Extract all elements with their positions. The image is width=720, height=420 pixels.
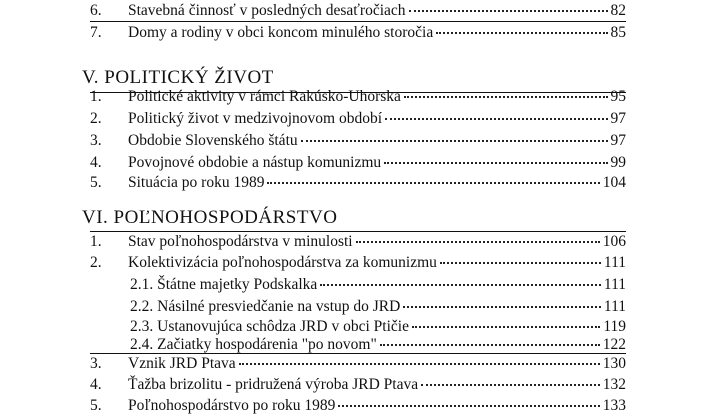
row-label: Obdobie Slovenského štátu bbox=[128, 132, 298, 149]
dot-leader bbox=[267, 181, 599, 184]
row-label: Poľnohospodárstvo po roku 1989 bbox=[128, 397, 336, 414]
row-label: Situácia po roku 1989 bbox=[128, 174, 265, 191]
row-number: 5. bbox=[90, 397, 102, 414]
dot-leader bbox=[404, 95, 608, 98]
row-page: 106 bbox=[602, 233, 626, 250]
dot-leader bbox=[436, 31, 607, 34]
row-label: 2.1. Štátne majetky Podskalka bbox=[130, 276, 318, 293]
dot-leader bbox=[403, 305, 601, 308]
dot-leader bbox=[380, 343, 600, 346]
row-label: 2.4. Začiatky hospodárenia "po novom" bbox=[130, 336, 377, 353]
dot-leader bbox=[356, 240, 600, 243]
row-number: 4. bbox=[90, 376, 102, 393]
toc-row bbox=[90, 374, 626, 396]
row-number: 3. bbox=[90, 355, 102, 372]
toc-row bbox=[90, 130, 626, 152]
row-page: 111 bbox=[603, 298, 626, 315]
toc-row bbox=[90, 231, 626, 253]
dot-leader bbox=[409, 9, 608, 12]
row-number: 2. bbox=[90, 110, 102, 127]
toc-subrow bbox=[90, 296, 626, 318]
dot-leader bbox=[384, 161, 607, 164]
row-page: 97 bbox=[610, 110, 626, 127]
dot-leader bbox=[239, 362, 600, 365]
dot-leader bbox=[385, 117, 607, 120]
row-page: 130 bbox=[602, 355, 626, 372]
toc-row bbox=[90, 395, 626, 417]
row-label: Stavebná činnosť v posledných desaťročiach bbox=[128, 2, 406, 19]
toc-subrow bbox=[90, 274, 626, 296]
toc-row bbox=[90, 0, 626, 22]
row-number: 6. bbox=[90, 2, 102, 19]
row-page: 111 bbox=[603, 276, 626, 293]
dot-leader bbox=[301, 139, 608, 142]
row-page: 95 bbox=[610, 88, 626, 105]
dot-leader bbox=[320, 283, 601, 286]
row-label: Domy a rodiny v obci koncom minulého storočia bbox=[128, 24, 434, 41]
row-page: 132 bbox=[602, 376, 626, 393]
toc-row bbox=[90, 86, 626, 108]
row-page: 119 bbox=[603, 318, 626, 335]
row-page: 82 bbox=[610, 2, 626, 19]
dot-leader bbox=[338, 404, 599, 407]
row-label: Vznik JRD Ptava bbox=[128, 355, 236, 372]
row-label: Kolektivizácia poľnohospodárstva za komunizmu bbox=[128, 254, 437, 271]
row-number: 7. bbox=[90, 24, 102, 41]
row-page: 104 bbox=[602, 174, 626, 191]
row-label: Ťažba brizolitu - pridružená výroba JRD Ptava bbox=[128, 376, 419, 393]
row-label: Politický život v medzivojnovom období bbox=[128, 110, 383, 127]
row-number: 1. bbox=[90, 88, 102, 105]
toc-row bbox=[90, 152, 626, 174]
toc-row bbox=[90, 252, 626, 274]
section-heading: VI. POĽNOHOSPODÁRSTVO bbox=[82, 207, 338, 228]
dot-leader bbox=[421, 383, 600, 386]
row-page: 97 bbox=[610, 132, 626, 149]
row-number: 3. bbox=[90, 132, 102, 149]
row-number: 5. bbox=[90, 174, 102, 191]
dot-leader bbox=[440, 261, 601, 264]
section-heading: V. POLITICKÝ ŽIVOT bbox=[82, 67, 274, 88]
row-label: Politické aktivity v rámci Rakúsko-Uhorska bbox=[128, 88, 401, 105]
row-page: 122 bbox=[602, 336, 626, 353]
row-number: 4. bbox=[90, 154, 102, 171]
row-page: 99 bbox=[610, 154, 626, 171]
row-label: Stav poľnohospodárstva v minulosti bbox=[128, 233, 353, 250]
toc-row bbox=[90, 108, 626, 130]
row-label: 2.2. Násilné presviedčanie na vstup do JRD bbox=[130, 298, 401, 315]
row-label: 2.3. Ustanovujúca schôdza JRD v obci Ptičie bbox=[130, 318, 409, 335]
toc-row bbox=[90, 353, 626, 375]
dot-leader bbox=[412, 325, 600, 328]
row-page: 133 bbox=[602, 397, 626, 414]
toc-row bbox=[90, 172, 626, 194]
row-label: Povojnové obdobie a nástup komunizmu bbox=[128, 154, 382, 171]
row-page: 85 bbox=[610, 24, 626, 41]
row-number: 1. bbox=[90, 233, 102, 250]
row-page: 111 bbox=[603, 254, 626, 271]
toc-row bbox=[90, 22, 626, 44]
row-number: 2. bbox=[90, 254, 102, 271]
